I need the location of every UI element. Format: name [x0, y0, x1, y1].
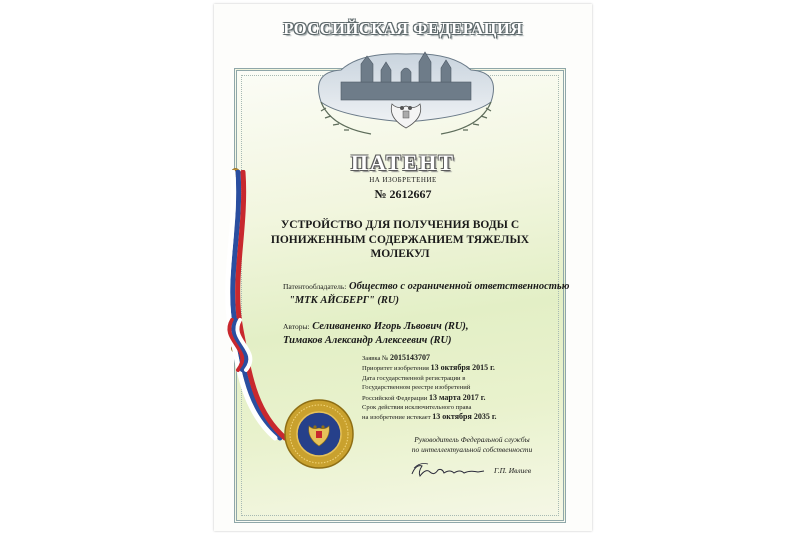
expiry-date: 13 октября 2035 г.	[432, 412, 497, 422]
holder-label: Патентообладатель:	[283, 282, 347, 291]
priority-date: 13 октября 2015 г.	[430, 363, 495, 373]
holder-name-line-1: Общество с ограниченной ответственностью	[348, 281, 570, 292]
state-seal-icon	[283, 398, 355, 470]
signatory-line-2: по интеллектуальной собственности	[411, 445, 533, 454]
invention-title-line-2: ПОНИЖЕННЫМ СОДЕРЖАНИЕМ ТЯЖЕЛЫХ	[270, 233, 530, 246]
registration-line-1: Дата государственной регистрации в	[362, 374, 466, 382]
invention-title-line-3: МОЛЕКУЛ	[370, 248, 430, 260]
signatory-line-1: Руководитель Федеральной службы	[414, 435, 530, 444]
priority-label: Приоритет изобретения	[362, 365, 429, 373]
signatory-name: Г.П. Ивлиев	[494, 466, 532, 475]
registration-date: 13 марта 2017 г.	[428, 392, 486, 402]
document-subtitle: НА ИЗОБРЕТЕНИЕ	[369, 176, 437, 184]
application-number: 2015143707	[390, 353, 431, 362]
registration-line-3: Российской Федерации	[362, 394, 428, 402]
registration-details	[362, 353, 562, 423]
document-title: ПАТЕНТ	[350, 150, 456, 175]
patent-number: № 2612667	[374, 187, 432, 201]
application-label: Заявка №	[362, 355, 389, 362]
holder-name-line-2: "МТК АЙСБЕРГ" (RU)	[289, 294, 399, 306]
author-2: Тимаков Александр Алексеевич (RU)	[283, 334, 452, 346]
country-title: РОССИЙСКАЯ ФЕДЕРАЦИЯ	[283, 19, 523, 38]
term-line-1: Срок действия исключительного права	[362, 404, 472, 412]
authors-label: Авторы:	[283, 322, 310, 331]
term-line-2: на изобретение истекает	[362, 414, 431, 422]
kremlin-emblem-icon	[301, 42, 511, 147]
author-1: Селиваненко Игорь Львович (RU),	[312, 321, 469, 332]
signatory-title	[392, 435, 552, 455]
invention-title-line-1: УСТРОЙСТВО ДЛЯ ПОЛУЧЕНИЯ ВОДЫ С	[280, 219, 520, 231]
signature-icon	[408, 460, 488, 482]
registration-line-2: Государственном реестре изобретений	[362, 384, 471, 392]
